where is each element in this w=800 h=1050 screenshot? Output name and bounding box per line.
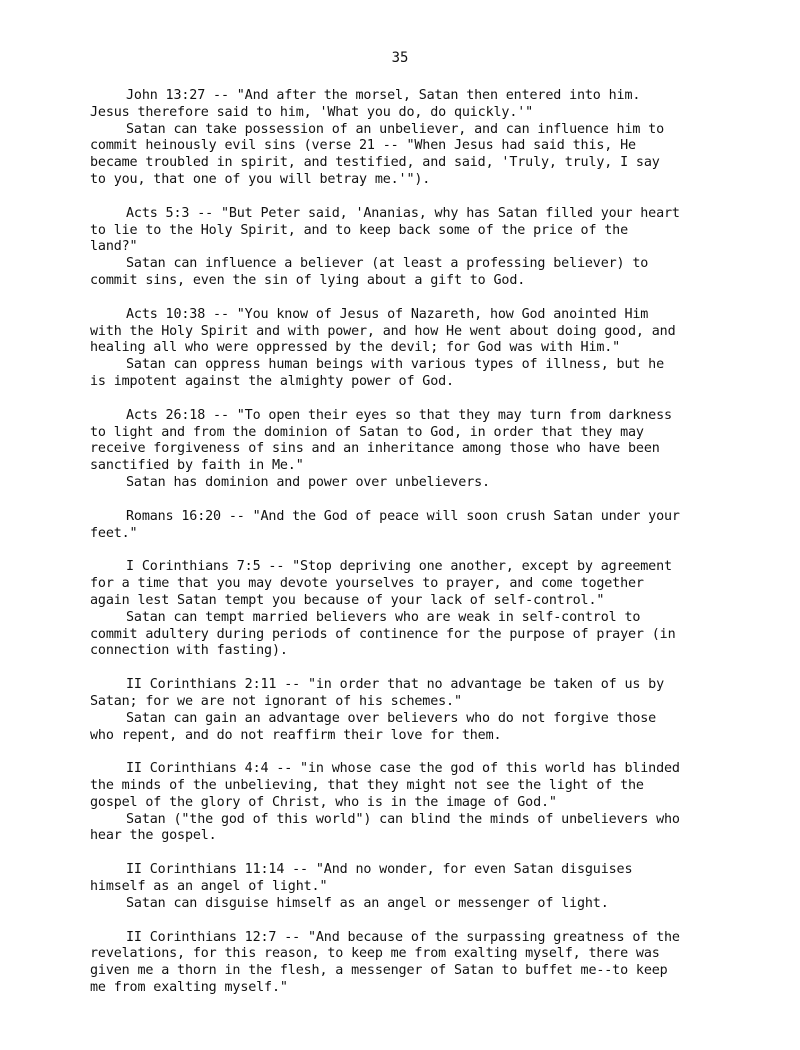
scripture-commentary: Satan can oppress human beings with various types of illness, but he is impotent against the almighty power of God.	[90, 357, 665, 389]
scripture-verse: II Corinthians 11:14 -- "And no wonder, for even Satan disguises himself as an angel of light."	[90, 862, 633, 895]
scripture-entry	[90, 408, 730, 492]
scripture-commentary: Satan can influence a believer (at least a professing believer) to commit sins, even the sin of lying about a gift to God.	[90, 256, 649, 288]
scripture-verse: II Corinthians 12:7 -- "And because of the surpassing greatness of the revelations, for this reason, to keep me from exalting myself, there was given me a thorn in the flesh, a messenger of Satan to buffet me--to keep me from exalting myself."	[90, 929, 680, 996]
scripture-entry	[90, 677, 730, 744]
scripture-verse: Romans 16:20 -- "And the God of peace will soon crush Satan under your feet."	[90, 508, 680, 541]
scripture-entry	[90, 761, 730, 845]
scripture-verse: Acts 10:38 -- "You know of Jesus of Nazareth, how God anointed Him with the Holy Spirit and with power, and how He went about doing good, and healing all who were oppressed by the devil; for God was with Him."	[90, 306, 676, 356]
scripture-commentary: Satan can disguise himself as an angel or messenger of light.	[126, 895, 609, 911]
scripture-entry	[90, 509, 730, 543]
scripture-entry	[90, 206, 730, 290]
scripture-entries	[90, 88, 730, 1014]
scripture-entry	[90, 862, 730, 912]
scripture-verse: II Corinthians 4:4 -- "in whose case the god of this world has blinded the minds of the unbelieving, that they might not see the light of the gospel of the glory of Christ, who is in the image of God."	[90, 761, 680, 810]
scripture-verse: I Corinthians 7:5 -- "Stop depriving one another, except by agreement for a time that you may devote yourselves to prayer, and come together again lest Satan tempt you because of your lack of self-control."	[90, 559, 672, 608]
scripture-entry	[90, 88, 730, 189]
scripture-commentary: Satan can gain an advantage over believers who do not forgive those who repent, and do not reaffirm their love for them.	[90, 710, 657, 743]
page-number: 35	[391, 50, 409, 66]
scripture-entry	[90, 307, 730, 391]
scripture-entry	[90, 559, 730, 660]
scripture-entry	[90, 930, 730, 997]
scripture-commentary: Satan ("the god of this world") can blind the minds of unbelievers who hear the gospel.	[90, 811, 680, 844]
scripture-commentary: Satan can tempt married believers who are weak in self-control to commit adultery during periods of continence for the purpose of prayer (in connection with fasting).	[90, 609, 676, 659]
scripture-verse: John 13:27 -- "And after the morsel, Satan then entered into him. Jesus therefore said to him, 'What you do, do quickly.'"	[90, 88, 641, 120]
scripture-verse: Acts 26:18 -- "To open their eyes so that they may turn from darkness to light and from the dominion of Satan to God, in order that they may receive forgiveness of sins and an inheritance among those who have been sanctified by faith in Me."	[90, 407, 672, 474]
scripture-commentary: Satan has dominion and power over unbelievers.	[126, 474, 490, 490]
scripture-commentary: Satan can take possession of an unbeliever, and can influence him to commit heinously evil sins (verse 21 -- "When Jesus had said this, He became troubled in spirit, and testified, and said, 'Truly, truly, I say to you, that one of you will betray me.'").	[90, 121, 665, 187]
scripture-verse: II Corinthians 2:11 -- "in order that no advantage be taken of us by Satan; for we are not ignorant of his schemes."	[90, 677, 665, 709]
scripture-verse: Acts 5:3 -- "But Peter said, 'Ananias, why has Satan filled your heart to lie to the Holy Spirit, and to keep back some of the price of the land?"	[90, 205, 680, 255]
